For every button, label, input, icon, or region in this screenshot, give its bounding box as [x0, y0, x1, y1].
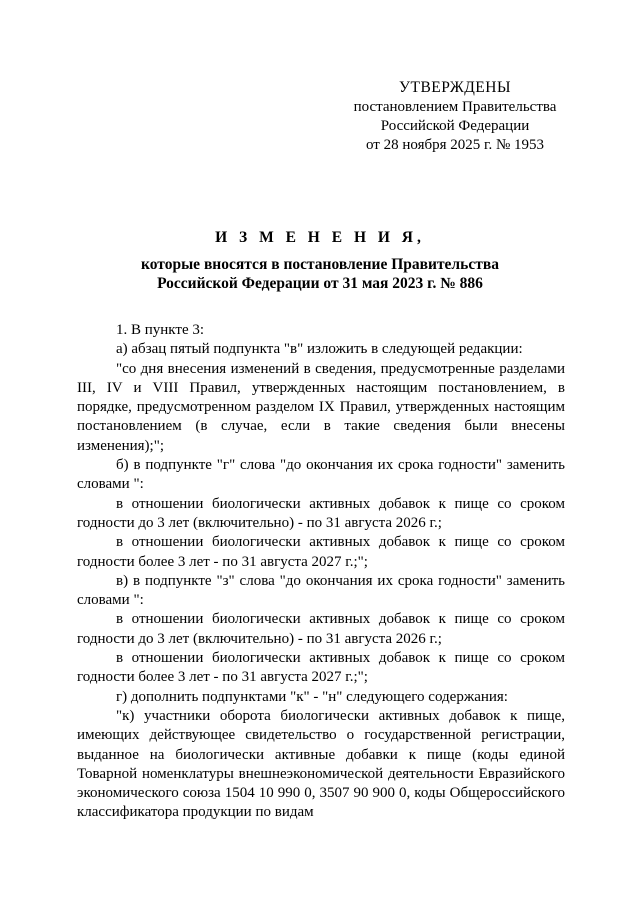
paragraph-6: в отношении биологически активных добавок к пище со сроком годности более 3 лет - по 31 августа 2027 г.;"; [77, 534, 565, 570]
approval-line-1: постановлением Правительства [353, 99, 557, 115]
paragraph-3: "со дня внесения изменений в сведения, предусмотренные разделами III, IV и VIII Правил, утвержденных настоящим постановлением, в порядке, предусмотренном разделом IX Правил, утвержденных настоящим постановлением (в случае, если в такие сведения были внесены изменения);"; [77, 360, 565, 454]
paragraph-8: в отношении биологически активных добавок к пище со сроком годности до 3 лет (включительно) - по 31 августа 2026 г.; [77, 611, 565, 647]
paragraph-5: в отношении биологически активных добавок к пище со сроком годности до 3 лет (включительно) - по 31 августа 2026 г.; [77, 495, 565, 531]
paragraph-10: г) дополнить подпунктами "к" - "н" следующего содержания: [116, 688, 508, 705]
approval-line-3: от 28 ноября 2025 г. № 1953 [365, 137, 545, 153]
approval-block [330, 78, 580, 155]
heading-title: И З М Е Н Е Н И Я, [215, 229, 425, 246]
paragraph-9: в отношении биологически активных добавок к пище со сроком годности более 3 лет - по 31 августа 2027 г.;"; [77, 650, 565, 686]
document-heading [0, 228, 640, 293]
document-body [77, 321, 565, 823]
paragraph-1: 1. В пункте 3: [116, 322, 205, 338]
heading-line-1: которые вносятся в постановление Правительства [141, 256, 499, 273]
approval-line-2: Российской Федерации [380, 118, 530, 134]
heading-line-2: Российской Федерации от 31 мая 2023 г. № 886 [157, 275, 483, 292]
paragraph-4: б) в подпункте "г" слова "до окончания их срока годности" заменить словами ": [77, 457, 565, 493]
paragraph-11: "к) участники оборота биологически активных добавок к пище, имеющих действующее свидетельство о государственной регистрации, выданное на биологически активные добавки к пище (коды единой Товарной номенклатуры внешнеэкономической деятельности Евразийского экономического союза 1504 10 990 0, 3507 90 900 0, коды Общероссийского классификатора продукции по видам [77, 707, 565, 821]
paragraph-7: в) в подпункте "з" слова "до окончания их срока годности" заменить словами ": [77, 572, 565, 609]
paragraph-2: а) абзац пятый подпункта "в" изложить в следующей редакции: [116, 341, 523, 358]
approval-title: УТВЕРЖДЕНЫ [399, 79, 511, 96]
